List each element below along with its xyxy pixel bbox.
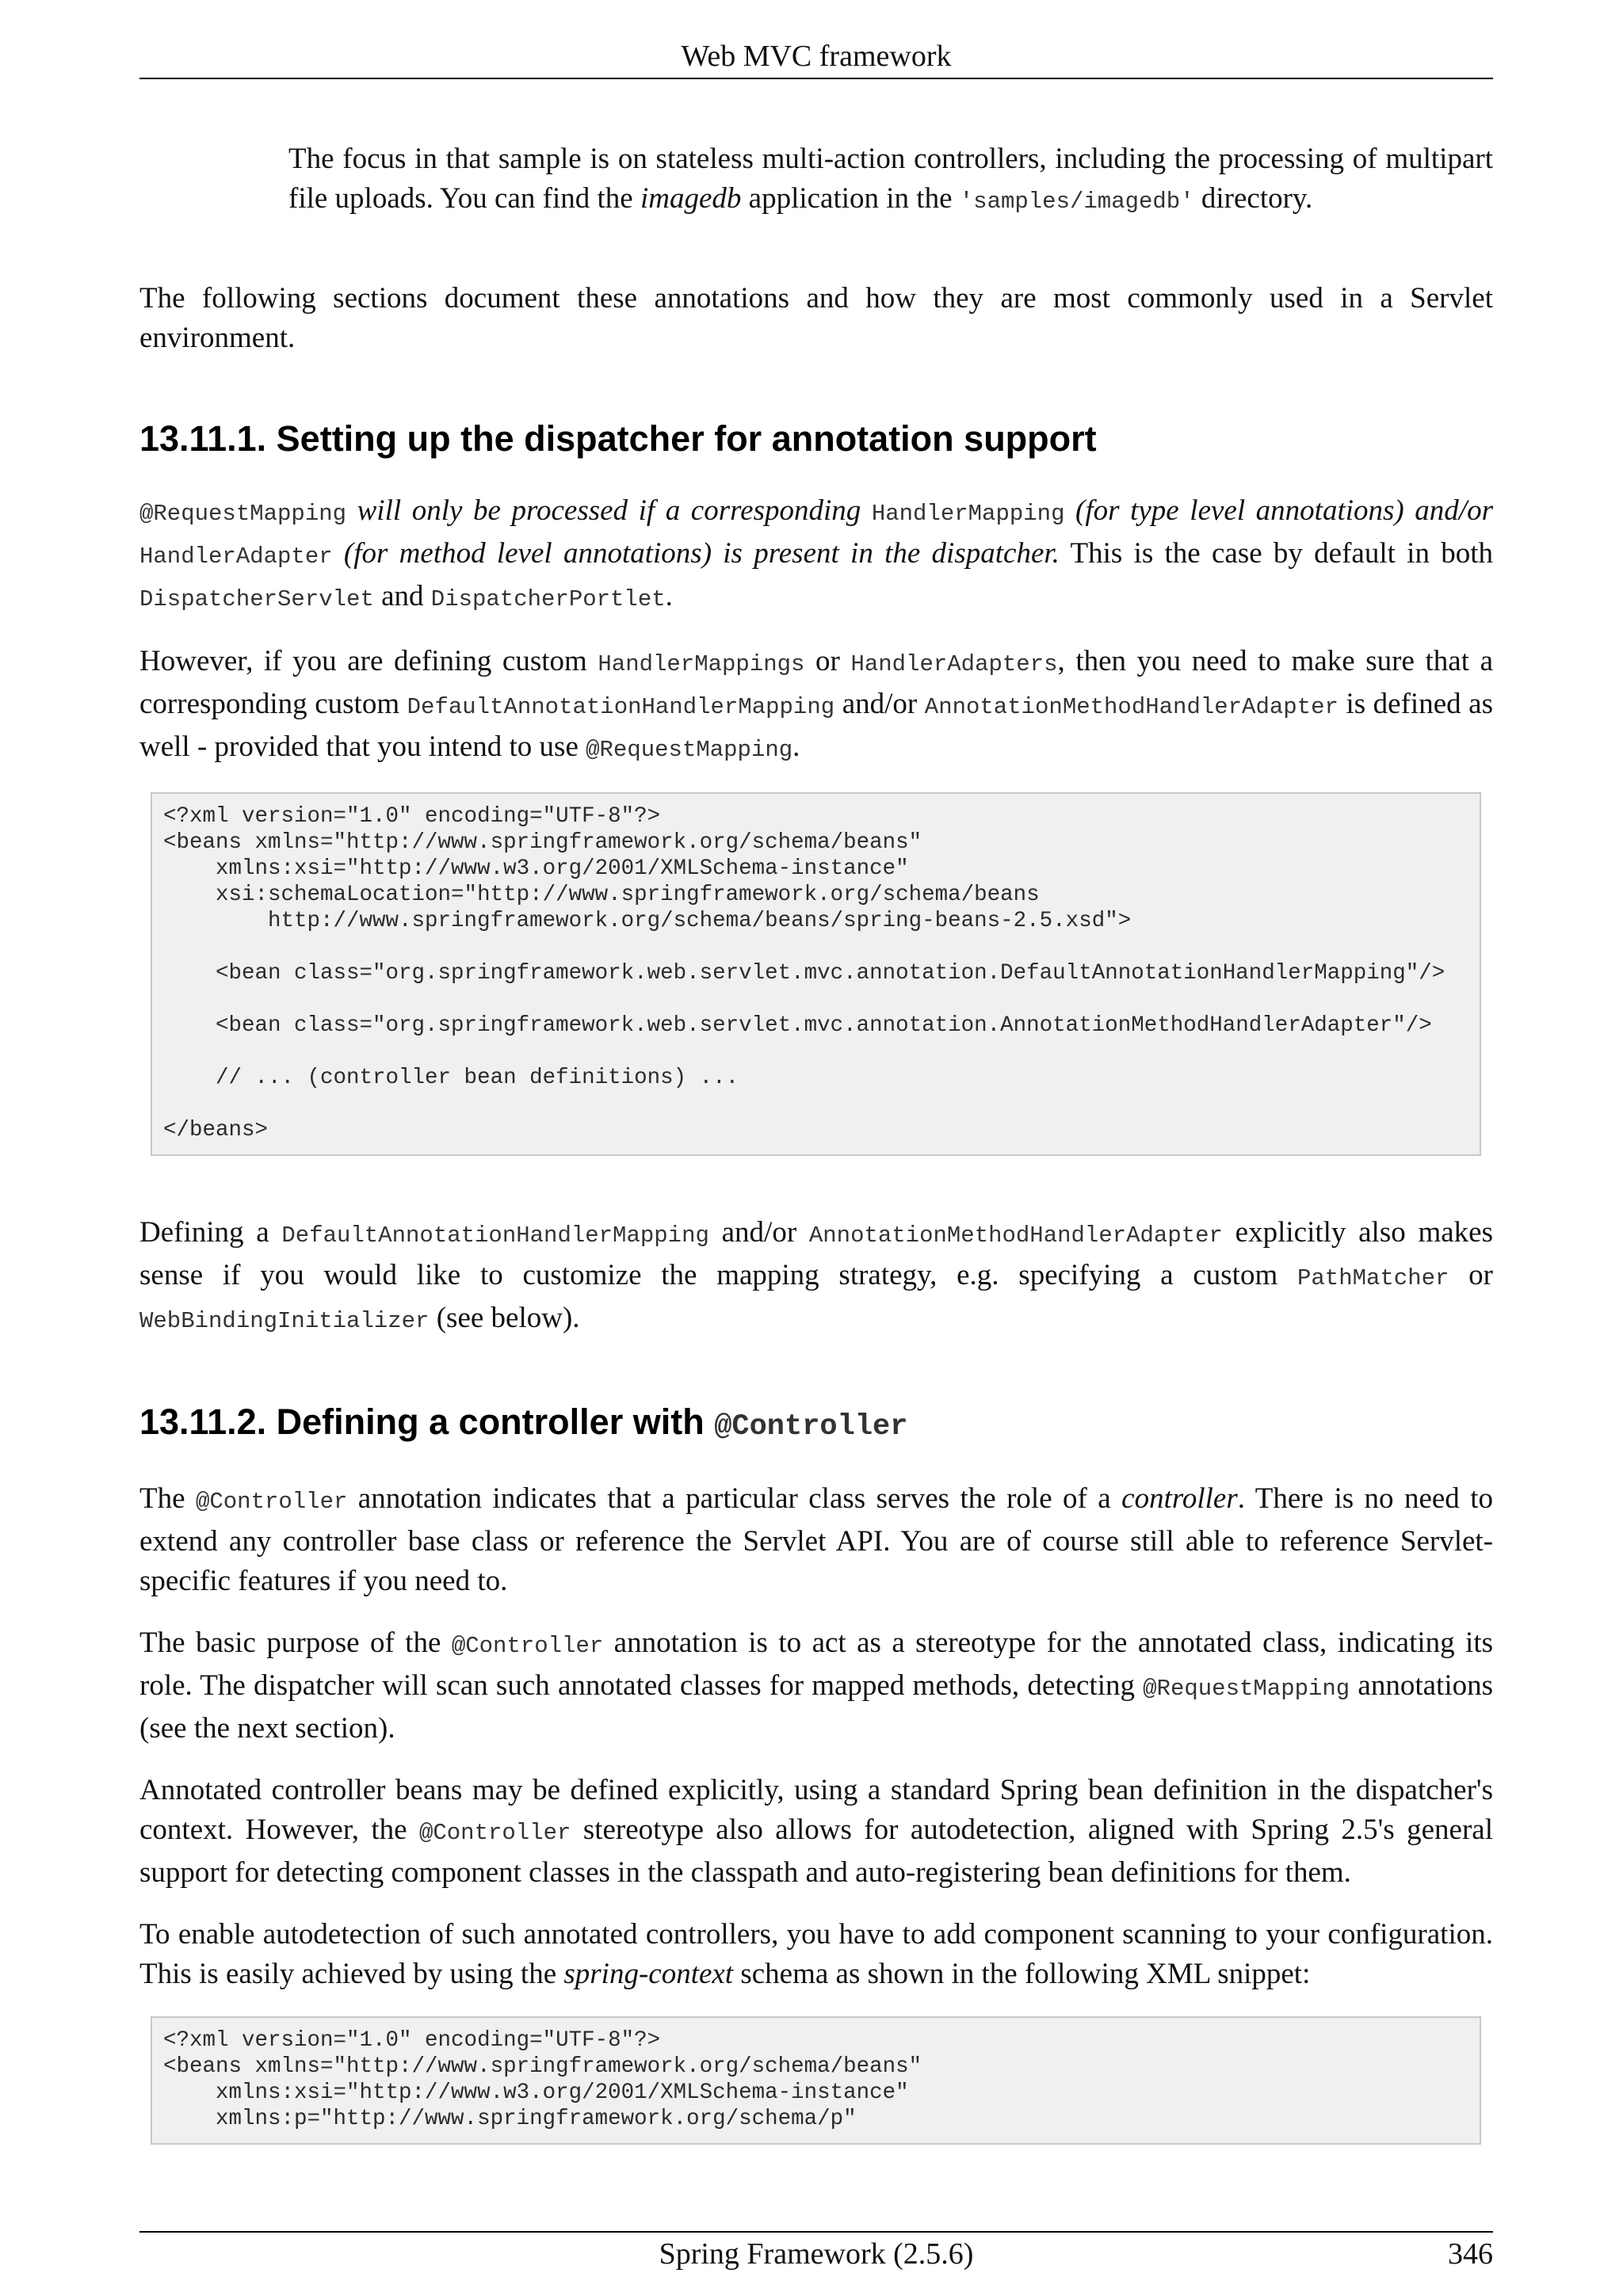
footer-title: Spring Framework (2.5.6) xyxy=(659,2237,974,2271)
text: schema as shown in the following XML snippet: xyxy=(733,1958,1311,1990)
text: annotations (see the next section). xyxy=(139,1669,1493,1745)
inline-code: @Controller xyxy=(418,1820,571,1846)
text: stereotype also allows for autodetection, aligned with Spring 2.5's general support for detecting component classes in the classpath and auto-registering bean definitions for them. xyxy=(139,1814,1494,1889)
text: or xyxy=(1449,1259,1493,1291)
emphasis: (for method level annotations) is present in the dispatcher. xyxy=(332,537,1060,570)
emphasis: (for type level annotations) and/or xyxy=(1064,494,1493,527)
note-text: application in the xyxy=(741,182,960,215)
inline-code: WebBindingInitializer xyxy=(139,1308,430,1334)
text: annotation is to act as a stereotype for the annotated class, indicating its role. The dispatcher will scan such annotated classes for mapped methods, detecting xyxy=(139,1627,1494,1702)
inline-code: HandlerAdapter xyxy=(139,543,333,570)
inline-code: @RequestMapping xyxy=(139,501,347,527)
text: . There is no need to extend any controller base class or reference the Servlet API. You are of course still able to reference Servlet-specific features if you need to. xyxy=(139,1482,1494,1597)
running-footer xyxy=(139,2231,1493,2275)
text: Defining a xyxy=(139,1216,282,1249)
text: This is the case by default in both xyxy=(1059,537,1493,570)
text: (see below). xyxy=(429,1302,580,1334)
text: or xyxy=(804,645,851,677)
heading-code: @Controller xyxy=(714,1410,908,1444)
text: and/or xyxy=(834,688,925,720)
inline-code: HandlerAdapters xyxy=(850,651,1058,677)
text: annotation indicates that a particular class serves the role of a xyxy=(347,1482,1122,1515)
inline-code: HandlerMapping xyxy=(871,501,1065,527)
inline-code: AnnotationMethodHandlerAdapter xyxy=(924,694,1338,720)
note-emphasis: imagedb xyxy=(640,182,742,215)
inline-code: DispatcherPortlet xyxy=(430,586,666,612)
inline-code: @RequestMapping xyxy=(586,737,793,763)
inline-code: AnnotationMethodHandlerAdapter xyxy=(808,1222,1223,1249)
code-listing-dispatcher-config: <?xml version="1.0" encoding="UTF-8"?> <beans xmlns="http://www.springframework.org/schema/beans" xmlns:xsi="http://www.w3.org/2001/XMLSchema-instance" xsi:schemaLocation="http://www.springframework.org/schema/beans http://www.springframework.org/schema/beans/spring-beans-2.5.xsd"> <bean class="org.springframework.web.servlet.mvc.annotation.DefaultAnnotationHandlerMapping"/> <bean class="org.springframework.web.servlet.mvc.annotation.AnnotationMethodHandlerAdapter"/> // ... (controller bean definitions) ... </beans> xyxy=(151,792,1481,1156)
inline-code: DefaultAnnotationHandlerMapping xyxy=(281,1222,709,1249)
paragraph xyxy=(139,642,1493,770)
paragraph xyxy=(139,1479,1493,1601)
inline-code: HandlerMappings xyxy=(598,651,805,677)
paragraph xyxy=(139,1771,1493,1893)
note-code: 'samples/imagedb' xyxy=(959,189,1194,215)
text: , then you need to make sure that a corresponding custom xyxy=(139,645,1493,720)
text: The xyxy=(139,1482,196,1515)
inline-code: DispatcherServlet xyxy=(139,586,374,612)
inline-code: @Controller xyxy=(195,1489,348,1515)
text: Annotated controller beans may be defined explicitly, using a standard Spring bean definition in the dispatcher's context. However, the xyxy=(139,1774,1493,1846)
note-text: The focus in that sample is on stateless multi-action controllers, including the processing of multipart file uploads. You can find the xyxy=(288,143,1493,215)
inline-code: PathMatcher xyxy=(1296,1265,1449,1291)
text: However, if you are defining custom xyxy=(139,645,598,677)
text: . xyxy=(792,730,800,763)
paragraph xyxy=(139,491,1493,620)
section-heading-13-11-2 xyxy=(139,1398,1493,1451)
emphasis: will only be processed if a corresponding xyxy=(346,494,872,527)
page-content xyxy=(139,139,1493,2145)
inline-code: DefaultAnnotationHandlerMapping xyxy=(407,694,835,720)
paragraph xyxy=(139,1915,1493,1994)
text: is defined as well - provided that you intend to use xyxy=(139,688,1493,763)
intro-paragraph: The following sections document these annotations and how they are most commonly used in a Servlet environment. xyxy=(139,282,1493,354)
section-heading-13-11-1: 13.11.1. Setting up the dispatcher for annotation support xyxy=(139,418,1097,459)
text: The basic purpose of the xyxy=(139,1627,452,1659)
emphasis: controller xyxy=(1121,1482,1238,1515)
emphasis: spring-context xyxy=(563,1958,734,1990)
text: To enable autodetection of such annotated controllers, you have to add component scanning to your configuration. This is easily achieved by using the xyxy=(139,1918,1493,1990)
inline-code: @RequestMapping xyxy=(1143,1676,1350,1702)
text: explicitly also makes sense if you would like to customize the mapping strategy, e.g. specifying a custom xyxy=(139,1216,1493,1291)
text: . xyxy=(665,580,673,612)
running-header: Web MVC framework xyxy=(139,35,1493,79)
heading-text: 13.11.2. Defining a controller with xyxy=(139,1402,715,1442)
text: and/or xyxy=(708,1216,809,1249)
text: and xyxy=(373,580,431,612)
inline-code: @Controller xyxy=(451,1633,604,1659)
code-listing-component-scan: <?xml version="1.0" encoding="UTF-8"?> <beans xmlns="http://www.springframework.org/schema/beans" xmlns:xsi="http://www.w3.org/2001/XMLSchema-instance" xmlns:p="http://www.springframework.org/schema/p" xyxy=(151,2016,1481,2145)
paragraph xyxy=(139,1623,1493,1749)
note-text: directory. xyxy=(1193,182,1313,215)
page-number: 346 xyxy=(1448,2237,1493,2271)
sample-note xyxy=(288,139,1493,222)
paragraph xyxy=(139,1213,1493,1341)
